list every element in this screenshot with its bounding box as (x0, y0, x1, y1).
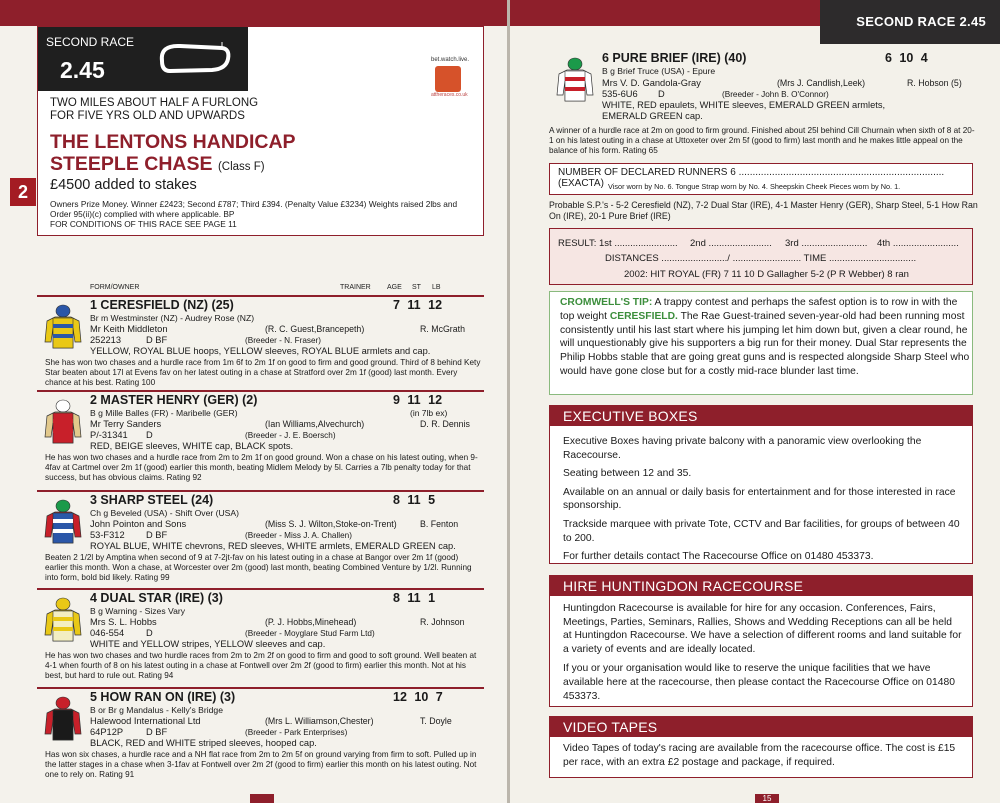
header-st: ST (412, 284, 421, 291)
race-distance (50, 97, 380, 123)
page-number-left (250, 794, 274, 803)
runner-jockey: D. R. Dennis (420, 419, 470, 429)
runner-owner: Mr Keith Middleton (90, 324, 168, 334)
header-form-owner: FORM/OWNER (90, 284, 140, 291)
video-heading: VIDEO TAPES (550, 717, 972, 737)
runner-entry (37, 390, 484, 486)
runner-figures: 7 11 12 (393, 298, 443, 312)
result-distances: DISTANCES ........................./ .......................... TIME ................................. (605, 253, 917, 264)
hire-racecourse-section (549, 575, 973, 707)
course-map-icon (150, 39, 236, 81)
exec-p5: For further details contact The Racecourse Office on 01480 453373. (563, 551, 874, 563)
runner-owner: Mr Terry Sanders (90, 419, 162, 429)
runner-owner: John Pointon and Sons (90, 519, 187, 529)
exec-p3: Available on an annual or daily basis for entertainment and for those interested in race sponsorship. (563, 486, 956, 512)
runner-trainer: (P. J. Hobbs,Minehead) (265, 617, 357, 627)
video-tapes-section (549, 716, 973, 778)
runner-trainer: (Ian Williams,Alvechurch) (265, 419, 365, 429)
video-p1: Video Tapes of today's racing are available from the racecourse office. The cost is £15 per race, with an extra £2 postage and package, if required. (563, 743, 956, 768)
exec-p2: Seating between 12 and 35. (563, 468, 692, 480)
page-number-right: 15 (755, 794, 779, 803)
result-fourth: 4th ......................... (877, 238, 959, 249)
conditions-text: FOR CONDITIONS OF THIS RACE SEE PAGE 11 (50, 219, 237, 229)
runner-colours: ROYAL BLUE, WHITE chevrons, RED sleeves, WHITE armlets, EMERALD GREEN cap. (90, 541, 456, 551)
jockey-silks-icon (43, 696, 83, 742)
column-headers (90, 284, 470, 294)
tip-post: The Rae Guest-trained seven-year-old had been running most consistently until his last start where his jumping let him down but, given a clear round, he will unquestionably give his supporters a big run for their money. Dual Star represents the Philip Hobbs stable that are going great guns and is respected alongside Sharp Steel who would have gone close but for a costly mid-race blunder last time. (560, 310, 970, 377)
runner-flags: D BF (146, 530, 168, 540)
jockey-silks-icon (555, 57, 595, 103)
right-page (510, 0, 1000, 803)
hire-heading: HIRE HUNTINGDON RACECOURSE (550, 576, 972, 596)
runner-entry (37, 490, 484, 584)
tip-label: CROMWELL'S TIP: (560, 297, 653, 308)
jockey-silks-icon (43, 597, 83, 643)
runner-entry (37, 687, 484, 799)
logo-sub: attheraces.co.uk (431, 92, 468, 98)
runner-breeding: B g Mille Balles (FR) - Maribelle (GER) (90, 408, 238, 418)
runner-owner: Halewood International Ltd (90, 716, 201, 726)
runner-flags: D (658, 89, 665, 99)
runner-breeder: (Breeder - Moyglare Stud Farm Ltd) (245, 629, 375, 638)
runner-description: She has won two chases and a hurdle race from 1m 6f to 2m 1f on good to firm and good ground. Third of 8 behind Kety Star beaten about 17l at Evens fav on her latest outing in a chase at Stratford over 2m 1f (good) last month. Every chance at his best. Rating 100 (45, 358, 481, 387)
result-third: 3rd ......................... (785, 238, 868, 249)
runner-trainer: (Mrs J. Candlish,Leek) (777, 78, 865, 88)
runner-name: 4 DUAL STAR (IRE) (3) (90, 591, 223, 605)
sponsor-logo (431, 57, 470, 113)
runner-flags: D BF (146, 335, 168, 345)
runner-description: He has won two chases and a hurdle race from 2m to 2m 1f on good ground. Won a chase on his latest outing, when 9-4fav at Cartmel over 2m 1f (good) earlier this month, beating Midlem Melody by 5l. Carries a 7lb penalty today for that success, but has obvious claims. Rating 92 (45, 453, 478, 482)
top-band (0, 0, 507, 26)
runner-entry (37, 588, 484, 683)
race-label: SECOND RACE (46, 35, 135, 49)
runner-figures: 8 11 1 (393, 591, 436, 605)
declared-note: Visor worn by No. 6. Tongue Strap worn by No. 4. Sheepskin Cheek Pieces worn by No. 1. (608, 182, 901, 191)
runner-breeding: Ch g Beveled (USA) - Shift Over (USA) (90, 508, 240, 518)
runner-breeder: (Breeder - Park Enterprises) (245, 728, 348, 737)
runner-breeding: B or Br g Mandalus - Kelly's Bridge (90, 705, 223, 715)
race-class: (Class F) (217, 161, 265, 173)
jockey-silks-icon (43, 499, 83, 545)
runner-form: P/-31341 (90, 430, 128, 440)
runner-breeder: (Breeder - J. E. Boersch) (245, 431, 336, 440)
runner-jockey: R. McGrath (420, 324, 465, 334)
runner-jockey: R. Hobson (5) (907, 78, 962, 88)
title-line1: THE LENTONS HANDICAP (50, 131, 296, 153)
runner-figures: 8 11 5 (393, 493, 436, 507)
runner-breeding: B g Warning - Sizes Vary (90, 606, 186, 616)
runner-trainer: (Miss S. J. Wilton,Stoke-on-Trent) (265, 519, 397, 529)
prize-text: Owners Prize Money. Winner £2423; Second £787; Third £394. (Penalty Value £3234) Weights raised 2lbs and Order 95(ii)(c) complied with where applicable. BP (50, 199, 458, 219)
runner-form: 252213 (90, 335, 122, 345)
runner-name: 2 MASTER HENRY (GER) (2) (90, 393, 258, 407)
runner-flags: D (146, 430, 153, 440)
runner-description: He has won two chases and two hurdle races from 2m to 2m 2f on good to firm and good to soft ground. Well beaten at 4-1 when fourth of 8 on his latest outing in a chase at Fontwell over 2m 2f (good to firm) earlier this month. Not at his best, but hard to rule out. Rating 94 (45, 651, 477, 680)
declared-runners-box (549, 163, 973, 195)
runner-breeding: Br m Westminster (NZ) - Audrey Rose (NZ) (90, 313, 255, 323)
stakes: £4500 added to stakes (50, 177, 197, 193)
runner-breeding: B g Brief Truce (USA) - Epure (602, 66, 716, 76)
runner-owner: Mrs V. D. Gandola-Gray (602, 78, 701, 88)
runner-description: Has won six chases, a hurdle race and a NH flat race from 2m to 2m 5f on ground varying from firm to soft. Pulled up in the latter stages in a chase when 3-1fav at Fontwell over 2m 2f (good to firm) earlier this month on his latest outing. Not one to rely on. Rating 91 (45, 750, 477, 779)
runner-form: 535-6U6 (602, 89, 638, 99)
runner-owner: Mrs S. L. Hobbs (90, 617, 157, 627)
result-first: RESULT: 1st ........................ (558, 238, 678, 249)
runner-colours: WHITE and YELLOW stripes, YELLOW sleeves and cap. (90, 639, 326, 649)
runner-name: 1 CERESFIELD (NZ) (25) (90, 298, 234, 312)
race-time-block (38, 27, 248, 91)
runner-colours: WHITE, RED epaulets, WHITE sleeves, EMERALD GREEN armlets, (602, 100, 886, 110)
executive-boxes-heading: EXECUTIVE BOXES (550, 406, 972, 426)
runner-figures: 6 10 4 (885, 51, 928, 65)
runner-flags: D (146, 628, 153, 638)
header-age: AGE (387, 284, 402, 291)
tip-pre: A trappy contest and perhaps the safest option is to row in with the top weight (560, 297, 958, 322)
runner-trainer: (Mrs L. Williamson,Chester) (265, 716, 374, 726)
executive-boxes-section (549, 405, 973, 564)
prize-money (50, 199, 480, 229)
runner-name: 3 SHARP STEEL (24) (90, 493, 214, 507)
runner-jockey: R. Johnson (420, 617, 465, 627)
jockey-silks-icon (43, 399, 83, 445)
page-header: SECOND RACE 2.45 (856, 14, 986, 29)
runner-breeder: (Breeder - N. Fraser) (245, 336, 321, 345)
exec-p4: Trackside marquee with private Tote, CCTV and Bar facilities, for groups of between 40 to 200. (563, 518, 960, 544)
runner-description: A winner of a hurdle race at 2m on good to firm ground. Finished about 25l behind Cill Churnain when sixth of 8 at 20-1 on his latest outing in a chase at Uttoxeter over 2m 5f (good to firm) last month and he makes little appeal on the balance of his form. Rating 65 (549, 126, 975, 155)
race-header-box (37, 26, 484, 236)
runner-figures: 12 10 7 (393, 690, 443, 704)
result-second: 2nd ........................ (690, 238, 772, 249)
eligibility-text: FOR FIVE YRS OLD AND UPWARDS (50, 110, 245, 122)
runner-entry (549, 50, 979, 130)
jockey-silks-icon (43, 304, 83, 350)
header-lb: LB (432, 284, 441, 291)
runner-form: 64P12P (90, 727, 124, 737)
result-last-year: 2002: HIT ROYAL (FR) 7 11 10 D Gallagher 5-2 (P R Webber) 8 ran (624, 269, 909, 280)
runner-breeder: (Breeder - John B. O'Connor) (722, 90, 829, 99)
title-line2: STEEPLE CHASE (50, 153, 213, 175)
logo-text: bet.watch.live. (431, 57, 470, 63)
runner-jockey: T. Doyle (420, 716, 452, 726)
result-box (549, 228, 973, 285)
tip-text (560, 296, 970, 379)
runner-trainer: (R. C. Guest,Brancepeth) (265, 324, 365, 334)
probable-sp: Probable S.P.'s - 5-2 Ceresfield (NZ), 7-2 Dual Star (IRE), 4-1 Master Henry (GER), Sharp Steel, 5-1 How Ran On (IRE), 20-1 Pure Brief (IRE) (549, 200, 978, 221)
runner-breeder: (Breeder - Miss J. A. Challen) (245, 531, 352, 540)
runner-description: Beaten 2 1/2l by Amptina when second of 9 at 7-2jt-fav on his latest outing in a chase at Bangor over 2m 1f (good) earlier this month. Won a chase, at Worcester over 2m (good) last month, beating Combined Venture by 1/2l. Running into form, bold bid likely. Rating 99 (45, 553, 472, 582)
hire-p2: If you or your organisation would like to reserve the unique facilities that we have available here at the racecourse, then please contact the Racecourse Office on 01480 453373. (563, 663, 955, 702)
runner-colours-2: EMERALD GREEN cap. (602, 111, 703, 121)
runner-name: 5 HOW RAN ON (IRE) (3) (90, 690, 236, 704)
runner-name: 6 PURE BRIEF (IRE) (40) (602, 51, 747, 65)
hire-p1: Huntingdon Racecourse is available for hire for any occasion. Conferences, Fairs, Meetings, Parties, Seminars, Rallies, Shows and Wedding Receptions can all be held at Huntingdon Racecourse. We have a selection of different rooms and land suitable for a variety of events and are ideally located. (563, 603, 962, 655)
page-section-tab: 2 (10, 178, 36, 206)
runner-figures: 9 11 12 (393, 393, 443, 407)
runner-colours: YELLOW, ROYAL BLUE hoops, YELLOW sleeves, ROYAL BLUE armlets and cap. (90, 346, 431, 356)
tip-horse: CERESFIELD. (609, 310, 678, 322)
runner-form: 046-554 (90, 628, 125, 638)
runner-entry (37, 295, 484, 387)
exec-p1: Executive Boxes having private balcony with a panoramic view overlooking the Racecourse. (563, 436, 922, 461)
runner-form: 53-F312 (90, 530, 125, 540)
race-time: 2.45 (60, 57, 105, 83)
runner-colours: RED, BEIGE sleeves, WHITE cap, BLACK spots. (90, 441, 294, 451)
header-trainer: TRAINER (340, 284, 371, 291)
declared-text: NUMBER OF DECLARED RUNNERS 6 ..........................................................................(EXACTA) (558, 167, 945, 189)
logo-image (435, 66, 461, 92)
runner-colours: BLACK, RED and WHITE striped sleeves, hooped cap. (90, 738, 317, 748)
distance-text: TWO MILES ABOUT HALF A FURLONG (50, 97, 259, 109)
race-title (50, 131, 390, 178)
runner-flags: D BF (146, 727, 168, 737)
runner-weight-note: (in 7lb ex) (410, 408, 448, 418)
cromwells-tip-box (549, 291, 973, 395)
runner-jockey: B. Fenton (420, 519, 459, 529)
